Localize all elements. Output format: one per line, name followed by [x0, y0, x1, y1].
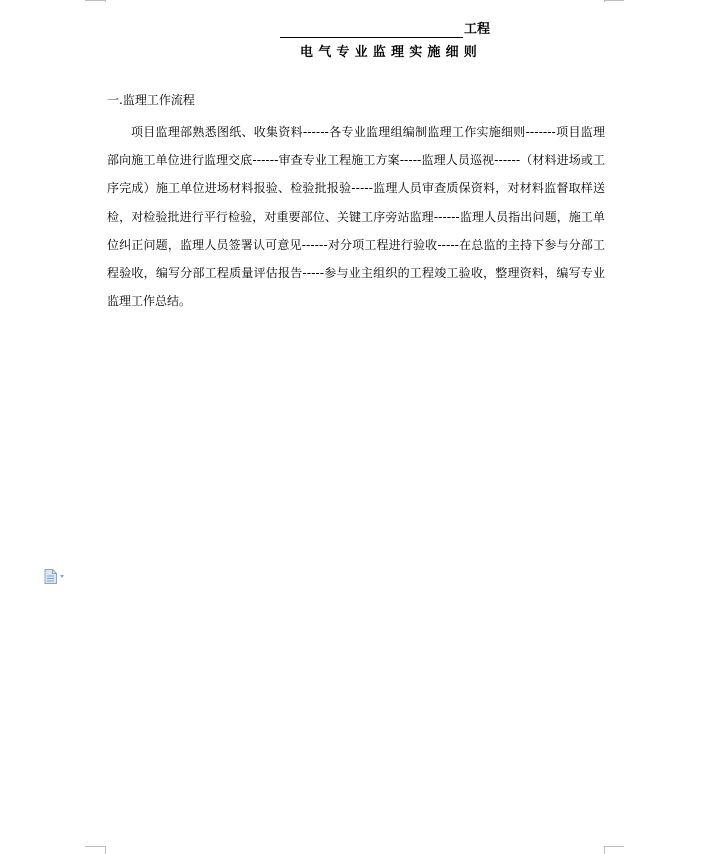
- document-menu-button[interactable]: [44, 569, 64, 584]
- chevron-down-icon: [60, 575, 64, 578]
- project-name-blank[interactable]: [280, 23, 463, 38]
- body-paragraph: 项目监理部熟悉图纸、收集资料------各专业监理组编制监理工作实施细则-------项目监理部向施工单位进行监理交底------审查专业工程施工方案-----监理人员巡视------（材料进场或工序完成）施工单位进场材料报验、检验批报验-----监理人员审查质保资料，对材料监督取样送检，对检验批进行平行检验，对重要部位、关键工序旁站监理------监理人员指出问题，施工单位纠正问题，监理人员签署认可意见------对分项工程进行验收-----在总监的主持下参与分部工程验收，编写分部工程质量评估报告-----参与业主组织的工程竣工验收，整理资料，编写专业监理工作总结。: [107, 125, 605, 309]
- project-title-suffix: 工程: [464, 22, 491, 37]
- document-icon: [44, 569, 57, 584]
- section-heading: 一.监理工作流程: [107, 93, 195, 107]
- document-subtitle: 电气专业监理实施细则: [300, 45, 483, 60]
- project-title: [280, 20, 490, 38]
